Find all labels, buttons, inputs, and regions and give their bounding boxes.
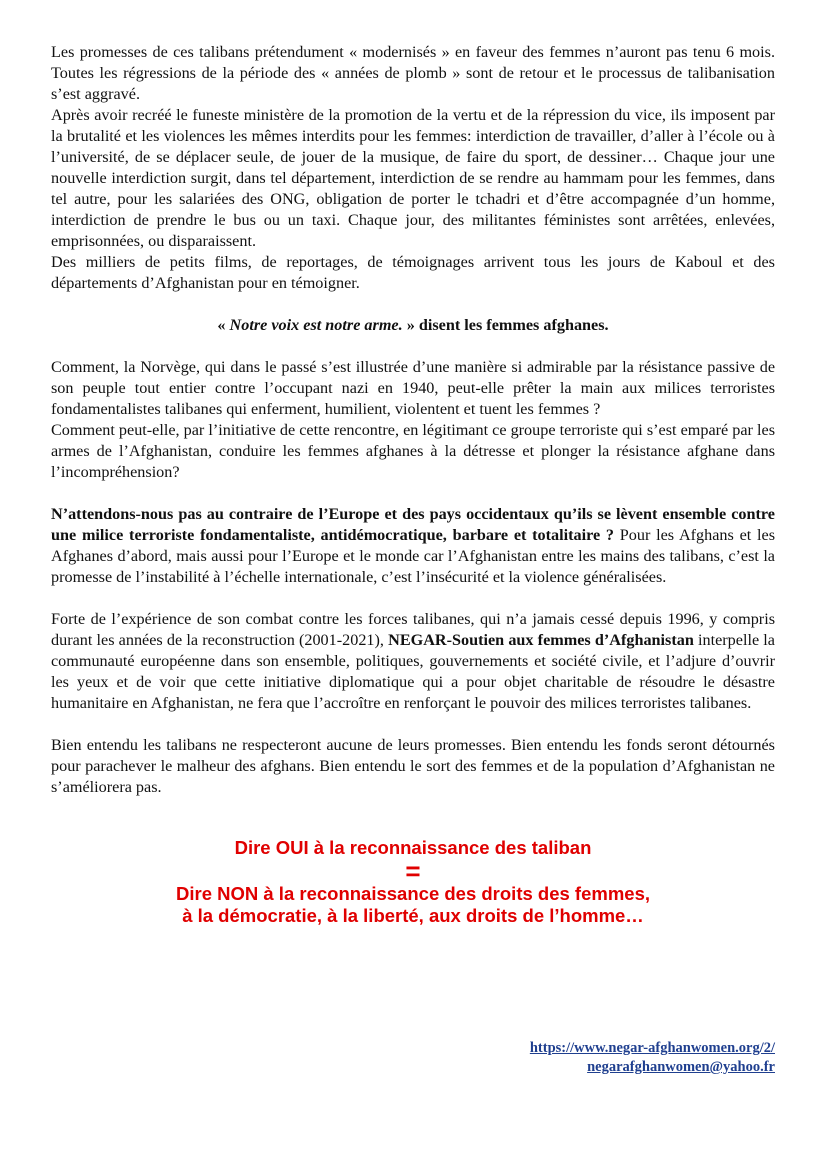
negar-org-name: NEGAR-Soutien aux femmes d’Afghanistan [388, 631, 694, 649]
slogan-block [51, 837, 775, 927]
quote-close: » disent les femmes afghanes. [402, 316, 609, 334]
paragraph-testimonies: Des milliers de petits films, de reportages, de témoignages arrivent tous les jours de Kaboul et des départements d’Afghanistan pour en témoigner. [51, 253, 775, 292]
paragraph-europe [51, 504, 775, 588]
paragraph-promises-broken: Bien entendu les talibans ne respecteront aucune de leurs promesses. Bien entendu les fonds seront détournés pour parachever le malheur des afghans. Bien entendu le sort des femmes et de la population d’Afghanistan ne s’améliorera pas. [51, 736, 775, 796]
quote-italic: Notre voix est notre arme. [229, 316, 403, 334]
paragraph-europe-bold: N’attendons-nous pas au contraire de l’Europe et des pays occidentaux qu’ils se lèvent ensemble contre une milice terroriste fondamentaliste, antidémocratique, barbare et totalitaire ? [51, 505, 775, 544]
paragraph-negar [51, 609, 775, 714]
paragraph-norway: Comment, la Norvège, qui dans le passé s’est illustrée d’une manière si admirable par la résistance passive de son peuple tout entier contre l’occupant nazi en 1940, peut-elle prêter la main aux milices terroristes fondamentalistes talibanes qui enferment, humilient, violentent et tuent les femmes ? [51, 358, 775, 418]
slogan-line-oui: Dire OUI à la reconnaissance des taliban [234, 837, 592, 858]
paragraph-ministry: Après avoir recréé le funeste ministère de la promotion de la vertu et de la répression du vice, ils imposent par la brutalité et les violences les mêmes interdits pour les femmes: interdiction de travailler, d’aller à l’école ou à l’université, de se déplacer seule, de jouer de la musique, de faire du sport, de dessiner… Chaque jour une nouvelle interdiction surgit, dans tel département, interdiction de se rendre au hammam pour les femmes, dans tel autre, pour les salariées des ONG, obligation de porter le tchadri et d’être accompagnée d’un homme, interdiction de prendre le bus ou un taxi. Chaque jour, des militantes féministes sont arrêtées, enlevées, emprisonnées, ou disparaissent. [51, 106, 775, 250]
paragraph-negar-start: Forte de l’expérience de son combat contre les forces talibanes, qui n’a jamais cessé depuis 1996, y compris durant les années de la reconstruction (2001-2021), [51, 610, 775, 649]
paragraph-negar-end: interpelle la communauté européenne dans son ensemble, politiques, gouvernements et société civile, et l’adjure d’ouvrir les yeux et de voir que cette initiative diplomatique qui a pour objet charitable de résoudre le désastre humanitaire en Afghanistan, ne fera que l’accroître en renforçant le pouvoir des milices terroristes talibanes. [51, 631, 775, 712]
email-link[interactable]: negarafghanwomen@yahoo.fr [587, 1059, 775, 1075]
paragraph-legitimizing: Comment peut-elle, par l’initiative de cette rencontre, en légitimant ce groupe terroriste qui s’est emparé par les armes de l’Afghanistan, conduire les femmes afghanes à la détresse et plonger la résistance afghane dans l’incompréhension? [51, 421, 775, 481]
website-link[interactable]: https://www.negar-afghanwomen.org/2/ [529, 1040, 775, 1056]
slogan-equals: = [405, 856, 421, 886]
contact-links [530, 1039, 775, 1077]
quote-open: « [217, 316, 230, 334]
slogan-line-rights: à la démocratie, à la liberté, aux droits de l’homme… [182, 905, 644, 926]
quote-line [51, 315, 775, 336]
paragraph-europe-rest: Pour les Afghans et les Afghanes d’abord, mais aussi pour l’Europe et le monde car l’Afghanistan entre les mains des talibans, c’est la promesse de l’instabilité à l’échelle internationale, c’est l’insécurité et la violence généralisées. [51, 526, 775, 586]
paragraph-promises: Les promesses de ces talibans prétendument « modernisés » en faveur des femmes n’auront pas tenu 6 mois. Toutes les régressions de la période des « années de plomb » sont de retour et le processus de talibanisation s’est aggravé. [51, 43, 775, 103]
slogan-line-non: Dire NON à la reconnaissance des droits des femmes, [176, 883, 650, 904]
